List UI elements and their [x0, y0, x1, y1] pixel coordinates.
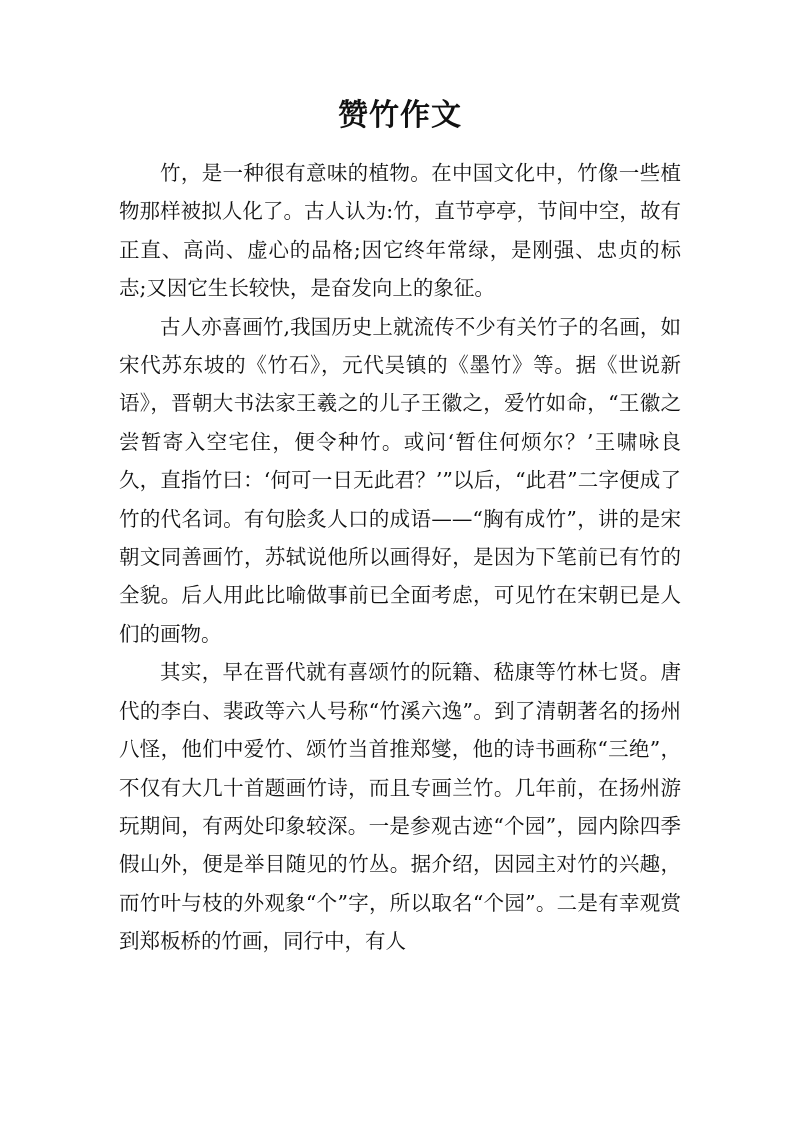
document-body [119, 154, 681, 961]
paragraph-3: 其实，早在晋代就有喜颂竹的阮籍、嵇康等竹林七贤。唐代的李白、裴政等六人号称“竹溪六逸”。到了清朝著名的扬州八怪，他们中爱竹、颂竹当首推郑燮，他的诗书画称“三绝”，不仅有大几十首题画竹诗，而且专画兰竹。几年前，在扬州游玩期间，有两处印象较深。一是参观古迹“个园”，园内除四季假山外，便是举目随见的竹丛。据介绍，因园主对竹的兴趣，而竹叶与枝的外观象“个”字，所以取名“个园”。二是有幸观赏到郑板桥的竹画，同行中，有人 [119, 660, 681, 954]
paragraph-1: 竹，是一种很有意味的植物。在中国文化中，竹像一些植物那样被拟人化了。古人认为:竹，直节亭亭，节间中空，故有正直、高尚、虚心的品格;因它终年常绿，是刚强、忠贞的标志;又因它生长较快，是奋发向上的象征。 [119, 161, 681, 301]
document-title: 赞竹作文 [338, 98, 462, 133]
paragraph-2: 古人亦喜画竹,我国历史上就流传不少有关竹子的名画，如宋代苏东坡的《竹石》，元代吴镇的《墨竹》等。据《世说新语》，晋朝大书法家王羲之的儿子王徽之，爱竹如命，“王徽之尝暂寄入空宅住，便令种竹。或问‘暂住何烦尔？’王啸咏良久，直指竹曰：‘何可一日无此君？’”以后，“此君”二字便成了竹的代名词。有句脍炙人口的成语——“胸有成竹”，讲的是宋朝文同善画竹，苏轼说他所以画得好，是因为下笔前已有竹的全貌。后人用此比喻做事前已全面考虑，可见竹在宋朝已是人们的画物。 [119, 314, 681, 646]
